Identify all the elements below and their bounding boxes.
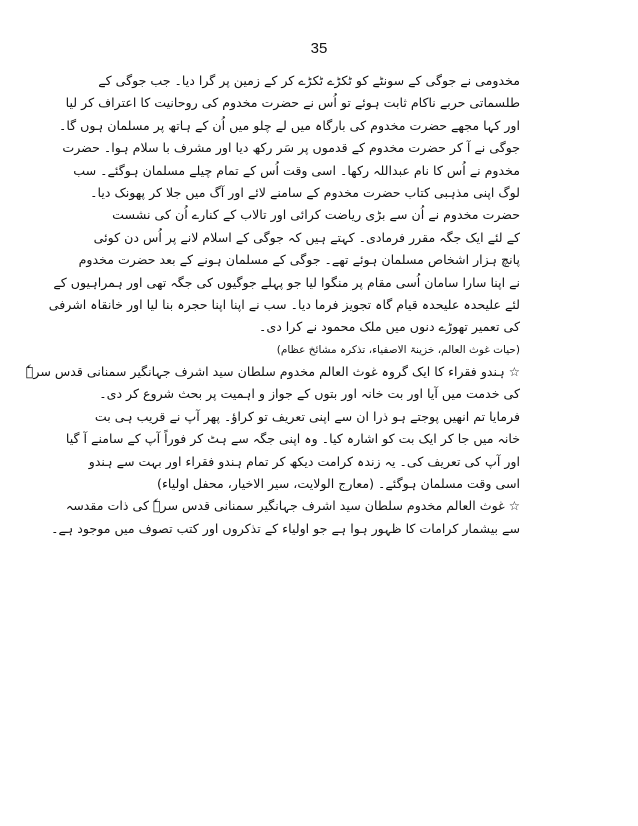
text-line: ☆ غوث العالم مخدوم سلطان سید اشرف جہانگیر سمنانی قدس سرہٗ کی ذات مقدسہ — [65, 498, 520, 514]
text-line: مخدومی نے جوگی کے سونٹے کو ٹکڑے ٹکڑے کر کے زمین پر گرا دیا۔ جب جوگی کے — [98, 73, 520, 88]
text-line: طلسماتی حربے ناکام ثابت ہوئے تو اُس نے حضرت مخدوم کی روحانیت کا اعتراف کر لیا — [65, 95, 520, 111]
text-line: کی تعمیر تھوڑے دنوں میں ملک محمود نے کرا دی۔ — [258, 319, 520, 335]
page-number: 35 — [310, 40, 328, 57]
text-line: ☆ ہندو فقراء کا ایک گروہ غوث العالم مخدوم سلطان سید اشرف جہانگیر سمنانی قدس سرہٗ — [25, 364, 520, 380]
text-line: کے لئے ایک جگہ مقرر فرمادی۔ کہتے ہیں کہ جوگی کے اسلام لانے پر اُس دن کوئی — [93, 229, 520, 245]
text-line: فرمایا تم انھیں پوجتے ہو ذرا ان سے اپنی تعریف تو کراؤ۔ پھر آپ نے قریب ہی بت — [94, 408, 520, 424]
text-line: اسی وقت مسلمان ہوگئے۔ (معارج الولایت، سیر الاخیار، محفل اولیاء) — [157, 476, 520, 492]
text-line: اور آپ کی تعریف کی۔ یہ زندہ کرامت دیکھ کر تمام ہندو فقراء اور بہت سے ہندو — [88, 453, 520, 469]
text-line: سے بیشمار کرامات کا ظہور ہوا ہے جو اولیاء کے تذکروں اور کتب تصوف میں موجود ہے۔ — [51, 520, 520, 536]
text-line: پانچ ہزار اشخاص مسلمان ہوئے تھے۔ جوگی کے مسلمان ہونے کے بعد حضرت مخدوم — [78, 252, 520, 268]
text-line: حضرت مخدوم نے اُن سے بڑی ریاضت کرائی اور تالاب کے کنارے اُن کی نشست — [112, 207, 520, 223]
text-line: اور کہا مجھے حضرت مخدوم کی بارگاہ میں لے چلو میں اُن کے ہاتھ پر مسلمان ہوں گا۔ — [58, 117, 520, 133]
text-line: مخدوم نے اُس کا نام عبداللہ رکھا۔ اسی وقت اُس کے تمام چیلے مسلمان ہوگئے۔ سب — [73, 162, 520, 178]
text-line: خانہ میں جا کر ایک بت کو اشارہ کیا۔ وہ اپنی جگہ سے ہٹ کر فوراً آپ کے سامنے آ گیا — [65, 431, 520, 447]
text-line: کی خدمت میں آیا اور بت خانہ اور بتوں کے جواز و اہمیت پر بحث شروع کر دی۔ — [99, 386, 520, 402]
text-line: جوگی نے آ کر حضرت مخدوم کے قدموں پر سَر رکھ دیا اور مشرف با سلام ہوا۔ حضرت — [62, 140, 520, 156]
urdu-text-body — [25, 70, 520, 540]
text-line: لوگ اپنی مذہبی کتاب حضرت مخدوم کے سامنے لائے اور آگ میں جلا کر پھونک دیا۔ — [90, 184, 520, 200]
text-line: نے اپنا سارا سامان اُسی مقام پر منگوا لیا جو پہلے جوگیوں کی جگہ تھی اور ہمراہیوں کے — [53, 274, 520, 290]
text-line: لئے علیحدہ علیحدہ قیام گاہ تجویز فرما دیا۔ سب نے اپنا اپنا حجرہ بنا لیا اور خانقاہ اشرفی — [48, 296, 520, 312]
reference-line: (حیات غوث العالم، خزینۃ الاصفیاء، تذکرہ مشائخ عظام) — [276, 343, 520, 356]
